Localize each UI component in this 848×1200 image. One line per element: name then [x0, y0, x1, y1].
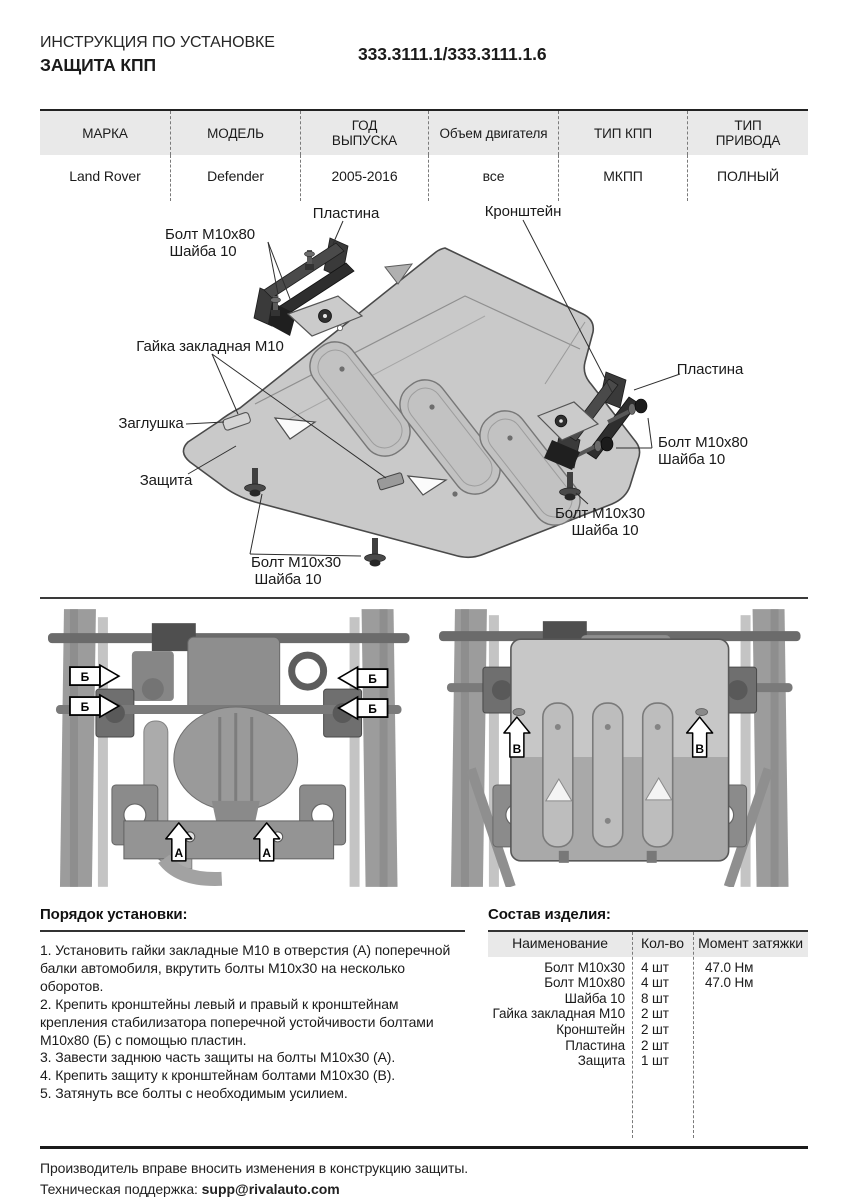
svg-text:А: А [262, 845, 271, 860]
label-bolt-m10x30-bottom: Болт М10х30 [251, 554, 341, 571]
installation-step: 2. Крепить кронштейны левый и правый к кронштейнам крепления стабилизатора поперечной устойчивости болтами М10х80 (Б) с помощью пластин. [40, 995, 434, 1048]
parts-row: Защита 1 шт [577, 1053, 669, 1069]
footer [40, 1158, 468, 1200]
svg-text:В: В [694, 741, 704, 756]
label-washer10-right: Шайба 10 [658, 451, 726, 468]
label-washer10-bottom: Шайба 10 [254, 571, 322, 588]
separator-line [40, 597, 808, 599]
parts-table-divider [632, 932, 633, 1138]
installation-step: 4. Крепить защиту к кронштейнам болтами М10х30 (В). [40, 1067, 396, 1084]
svg-text:Б: Б [368, 702, 377, 717]
installation-procedure [40, 906, 465, 1103]
installation-steps [40, 942, 465, 1103]
footer-disclaimer: Производитель вправе вносить изменения в конструкцию защиты. [40, 1160, 469, 1176]
parts-table [488, 930, 808, 1142]
diagram-svg [40, 194, 808, 597]
label-plate-strip-top: Пластина [312, 205, 380, 222]
cell-brand: Land Rover [69, 168, 141, 184]
cell-year: 2005-2016 [300, 155, 428, 201]
svg-text:В: В [512, 741, 521, 756]
bottom-section [40, 906, 808, 1142]
parts-row: Кронштейн 2 шт [556, 1021, 669, 1037]
svg-text:А: А [174, 845, 184, 860]
parts-row: Пластина 2 шт [565, 1037, 669, 1053]
parts-row: Шайба 10 8 шт [564, 990, 669, 1006]
doc-title-line1: ИНСТРУКЦИЯ ПО УСТАНОВКЕ [40, 34, 275, 51]
installation-photos [40, 609, 808, 889]
installation-heading-rule [40, 930, 465, 932]
label-bolt-m10x30-right: Болт М10х30 [555, 505, 645, 522]
footer-support [40, 1179, 468, 1200]
label-washer10-right2: Шайба 10 [571, 522, 639, 539]
col-header-gearbox: ТИП КПП [558, 111, 687, 155]
support-email: supp@rivalauto.com [201, 1181, 340, 1197]
col-header-brand: МАРКА [82, 125, 128, 141]
installation-step: 5. Затянуть все болты с необходимым усилием. [40, 1085, 348, 1102]
label-bolt-m10x80-right: Болт М10х80 [658, 434, 748, 451]
parts-list [488, 906, 808, 1142]
installation-heading: Порядок установки: [40, 906, 188, 923]
undercarriage-drawing [48, 609, 410, 887]
installation-step: 3. Завести заднюю часть защиты на болты М10х30 (А). [40, 1049, 396, 1066]
vehicle-spec-table [40, 109, 808, 201]
label-bracket: Кронштейн [484, 203, 562, 220]
photo-mounting-points [40, 609, 418, 887]
parts-heading: Состав изделия: [488, 906, 611, 923]
parts-row: Болт М10х80 4 шт 47.0 Нм [544, 975, 754, 991]
parts-table-header-row [488, 932, 808, 957]
svg-text:Б: Б [80, 670, 90, 685]
cell-model: Defender [170, 155, 300, 201]
footer-support-label: Техническая поддержка: [40, 1181, 202, 1197]
col-header-engine: Объем двигателя [428, 111, 558, 155]
parts-table-divider [693, 932, 694, 1138]
footer-rule [40, 1146, 808, 1149]
parts-table-body [488, 960, 808, 1069]
doc-title [40, 33, 275, 77]
parts-col-qty: Кол-во [641, 935, 684, 951]
label-plate-strip-right: Пластина [676, 361, 744, 378]
label-insert-nut: Гайка закладная М10 [136, 338, 284, 355]
label-guard: Защита [139, 472, 193, 489]
parts-col-torque: Момент затяжки [698, 935, 803, 951]
cell-gearbox: МКПП [558, 155, 687, 201]
vehicle-table-header-row [40, 111, 808, 155]
exploded-view-diagram [40, 194, 808, 597]
col-header-model: МОДЕЛЬ [170, 111, 300, 155]
installation-step: 1. Установить гайки закладные М10 в отверстия (А) поперечной балки автомобиля, вкрутить болты М10х30 на несколько оборотов. [40, 942, 451, 994]
parts-col-name: Наименование [512, 935, 608, 951]
doc-title-line2: ЗАЩИТА КПП [40, 55, 156, 75]
svg-text:Б: Б [368, 672, 377, 687]
cell-drive: ПОЛНЫЙ [687, 155, 808, 201]
parts-row: Гайка закладная М10 2 шт [492, 1006, 669, 1022]
svg-text:Б: Б [80, 700, 90, 715]
label-bolt-m10x80-left: Болт М10х80 [165, 226, 255, 243]
parts-row: Болт М10х30 4 шт 47.0 Нм [544, 959, 754, 975]
cell-engine: все [428, 155, 558, 201]
part-number: 333.3111.1/333.3111.1.6 [358, 44, 547, 64]
photo-guard-installed [431, 609, 809, 887]
label-washer10-left: Шайба 10 [169, 243, 237, 260]
col-header-year: ГОД ВЫПУСКА [300, 111, 428, 155]
col-header-drive: ТИП ПРИВОДА [687, 111, 808, 155]
label-plug: Заглушка [118, 415, 184, 432]
